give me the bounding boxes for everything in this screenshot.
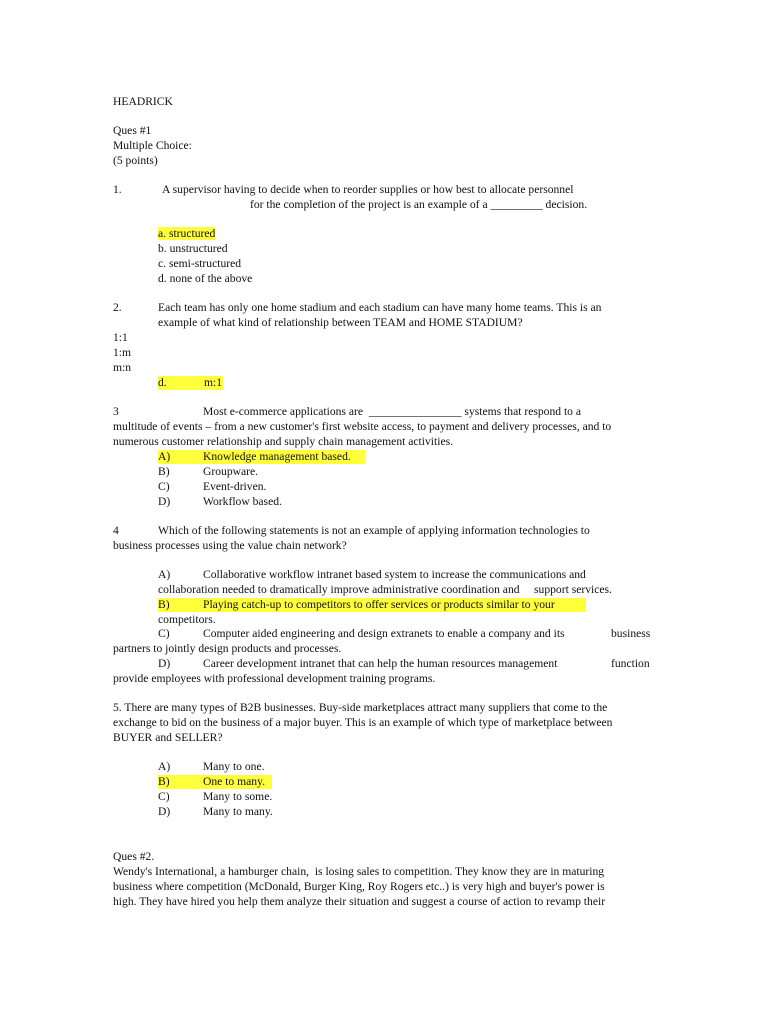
q4-option-d-line1-end: function: [611, 657, 650, 670]
q2-number: 2.: [113, 301, 122, 314]
q4-option-b-line2: competitors.: [158, 613, 216, 626]
q5-option-b-text: One to many.: [203, 775, 266, 788]
q4-option-c-letter: C): [158, 627, 170, 640]
q5-option-a-text: Many to one.: [203, 760, 265, 773]
author-name: HEADRICK: [113, 95, 173, 108]
q1-text-line2: for the completion of the project is an example of a _________ decision.: [250, 198, 588, 211]
q2-option-c: m:n: [113, 361, 132, 374]
q1-text-line1: A supervisor having to decide when to reorder supplies or how best to allocate personnel: [162, 183, 574, 196]
q4-text-line1: Which of the following statements is not an example of applying information technologies to: [158, 524, 590, 537]
q1-option-a: [158, 227, 215, 241]
q4-option-c-line2: partners to jointly design products and processes.: [113, 642, 342, 655]
q4-option-c-line1: Computer aided engineering and design extranets to enable a company and its: [203, 627, 565, 640]
q2-option-d-letter: d.: [158, 376, 167, 389]
q3-option-a-text: Knowledge management based.: [203, 450, 351, 463]
q5-option-d-letter: D): [158, 805, 171, 818]
q2-text-line1: Each team has only one home stadium and each stadium can have many home teams. This is an: [158, 301, 602, 314]
q2-option-d: [158, 376, 223, 390]
q4-option-a-line2: collaboration needed to dramatically improve administrative coordination and support services.: [158, 583, 612, 596]
q5-text-line1: 5. There are many types of B2B businesses. Buy-side marketplaces attract many suppliers that come to the: [113, 701, 608, 714]
q1-option-d: d. none of the above: [158, 272, 253, 285]
question2-title: Ques #2.: [113, 850, 155, 863]
q5-option-c-letter: C): [158, 790, 170, 803]
q4-option-c-line1-end: business: [611, 627, 651, 640]
question-type: Multiple Choice:: [113, 139, 192, 152]
q4-option-a-line1: Collaborative workflow intranet based system to increase the communications and: [203, 568, 586, 581]
q1-option-c: c. semi-structured: [158, 257, 242, 270]
q3-option-d-letter: D): [158, 495, 171, 508]
q4-option-b: [158, 598, 586, 612]
question2-line1: Wendy's International, a hamburger chain, is losing sales to competition. They know they are in maturing: [113, 865, 605, 878]
question2-line2: business where competition (McDonald, Burger King, Roy Rogers etc..) is very high and buyer's power is: [113, 880, 605, 893]
q5-option-a-letter: A): [158, 760, 171, 773]
q4-option-d-line2: provide employees with professional development training programs.: [113, 672, 436, 685]
q3-option-a: [158, 450, 365, 464]
q3-option-b-letter: B): [158, 465, 170, 478]
q3-option-c-letter: C): [158, 480, 170, 493]
q4-option-b-letter: B): [158, 598, 170, 611]
q5-option-b: [158, 775, 272, 789]
q3-option-c-text: Event-driven.: [203, 480, 267, 493]
q3-text-line3: numerous customer relationship and supply chain management activities.: [113, 435, 453, 448]
q3-number: 3: [113, 405, 119, 418]
q2-option-b: 1:m: [113, 346, 132, 359]
q4-option-a-letter: A): [158, 568, 171, 581]
q4-text-line2: business processes using the value chain network?: [113, 539, 347, 552]
question-group-title: Ques #1: [113, 124, 152, 137]
q3-text-line1: Most e-commerce applications are ________________ systems that respond to a: [203, 405, 582, 418]
q1-option-b: b. unstructured: [158, 242, 228, 255]
q5-option-d-text: Many to many.: [203, 805, 273, 818]
q3-option-a-letter: A): [158, 450, 171, 463]
q4-option-d-line1: Career development intranet that can help the human resources management: [203, 657, 558, 670]
q1-option-a-text: a. structured: [158, 227, 216, 240]
q5-option-c-text: Many to some.: [203, 790, 273, 803]
q3-option-d-text: Workflow based.: [203, 495, 282, 508]
q3-option-b-text: Groupware.: [203, 465, 259, 478]
q5-option-b-letter: B): [158, 775, 170, 788]
q5-text-line2: exchange to bid on the business of a major buyer. This is an example of which type of marketplace between: [113, 716, 613, 729]
q4-option-d-letter: D): [158, 657, 171, 670]
q4-number: 4: [113, 524, 119, 537]
q3-text-line2: multitude of events – from a new customer's first website access, to payment and delivery processes, and to: [113, 420, 612, 433]
q2-text-line2: example of what kind of relationship between TEAM and HOME STADIUM?: [158, 316, 523, 329]
question2-line3: high. They have hired you help them analyze their situation and suggest a course of action to revamp their: [113, 895, 606, 908]
q5-text-line3: BUYER and SELLER?: [113, 731, 223, 744]
q2-option-d-text: m:1: [204, 376, 223, 389]
q4-option-b-line1: Playing catch-up to competitors to offer services or products similar to your: [203, 598, 555, 611]
q2-option-a: 1:1: [113, 331, 128, 344]
q1-number: 1.: [113, 183, 122, 196]
question-points: (5 points): [113, 154, 158, 167]
